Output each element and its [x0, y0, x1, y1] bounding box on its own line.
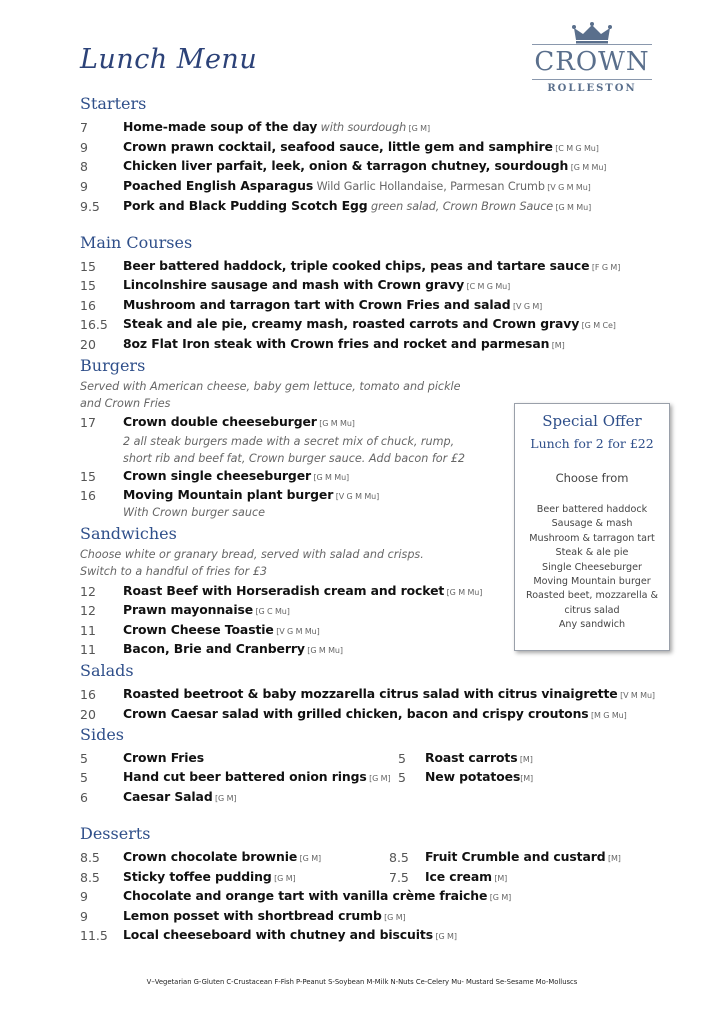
item-allergens: [G M] — [487, 893, 512, 902]
item-price: 11.5 — [80, 928, 108, 943]
offer-choose: Choose from — [555, 471, 629, 485]
sandwiches-intro-line: Switch to a handful of fries for £3 — [80, 565, 268, 578]
item-note: with sourdough — [317, 121, 407, 134]
item-name: Ice cream — [425, 869, 492, 884]
item-price: 20 — [80, 707, 96, 722]
item-name: Home-made soup of the day — [123, 119, 318, 134]
sandwiches-intro — [80, 546, 424, 580]
item-name: Beer battered haddock, triple cooked chips, peas and tartare sauce — [123, 258, 590, 273]
item-allergens: [F G M] — [589, 263, 621, 272]
item-name: Pork and Black Pudding Scotch Egg — [123, 198, 368, 213]
item-name: Hand cut beer battered onion rings — [123, 769, 367, 784]
item-price: 7.5 — [389, 870, 409, 885]
item-allergens: [M] — [491, 874, 508, 883]
item-price: 8.5 — [80, 850, 100, 865]
crown-logo — [532, 22, 652, 94]
logo-name: CROWN — [532, 44, 652, 80]
item-allergens: [M] — [520, 774, 534, 783]
item-allergens: [G M Mu] — [316, 419, 355, 428]
special-offer-box — [514, 403, 670, 651]
item-allergens: [G M] — [271, 874, 296, 883]
item-name: Sticky toffee pudding — [123, 869, 272, 884]
burger-description-line: 2 all steak burgers made with a secret mix of chuck, rump, — [123, 435, 455, 448]
item-price: 9 — [80, 909, 88, 924]
item-name: 8oz Flat Iron steak with Crown fries and rocket and parmesan — [123, 336, 550, 351]
item-allergens: [G M Ce] — [579, 321, 616, 330]
item-allergens: [G M Mu] — [444, 588, 483, 597]
salads-heading: Salads — [80, 661, 134, 680]
item-price: 16 — [80, 687, 96, 702]
burger-description-line: short rib and beef fat, Crown burger sauce. Add bacon for £2 — [123, 452, 466, 465]
item-allergens: [C M G Mu] — [552, 144, 599, 153]
item-allergens: [G M Mu] — [311, 473, 350, 482]
item-name: New potatoes — [425, 769, 521, 784]
item-name: Crown Cheese Toastie — [123, 622, 274, 637]
item-allergens: [M G Mu] — [588, 711, 627, 720]
item-price: 7 — [80, 120, 88, 135]
item-name: Poached English Asparagus — [123, 178, 314, 193]
item-price: 16 — [80, 298, 96, 313]
logo-sub: ROLLESTON — [547, 83, 637, 94]
item-name: Bacon, Brie and Cranberry — [123, 641, 305, 656]
burgers-intro — [80, 378, 461, 412]
item-price: 12 — [80, 584, 96, 599]
item-note: green salad, Crown Brown Sauce — [367, 200, 554, 213]
offer-item: Mushroom & tarragon tart — [529, 532, 655, 544]
item-allergens: [M] — [605, 854, 621, 863]
item-allergens: [C M G Mu] — [464, 282, 511, 291]
item-price: 5 — [398, 751, 406, 766]
item-allergens: [V G M Mu] — [544, 183, 591, 192]
burgers-intro-line: and Crown Fries — [80, 397, 171, 410]
page-title: Lunch Menu — [80, 44, 258, 75]
item-name: Crown single cheeseburger — [123, 468, 312, 483]
item-name: Crown prawn cocktail, seafood sauce, little gem and samphire — [123, 139, 553, 154]
item-name: Roast Beef with Horseradish cream and rocket — [123, 583, 445, 598]
item-price: 11 — [80, 623, 96, 638]
offer-item: Any sandwich — [558, 619, 626, 631]
item-price: 12 — [80, 603, 96, 618]
offer-item: Single Cheeseburger — [542, 561, 642, 573]
item-name: Crown Fries — [123, 750, 205, 765]
item-allergens: [V G M] — [510, 302, 543, 311]
item-price: 8.5 — [80, 870, 100, 885]
item-allergens: [V M Mu] — [617, 691, 655, 700]
offer-item: Sausage & mash — [551, 518, 633, 530]
item-price: 17 — [80, 415, 96, 430]
item-price: 9 — [80, 140, 88, 155]
item-allergens: [V G M Mu] — [333, 492, 380, 501]
item-price: 16.5 — [80, 317, 108, 332]
item-allergens: [G M] — [406, 124, 430, 133]
item-price: 8.5 — [389, 850, 409, 865]
offer-list — [515, 503, 669, 633]
item-allergens: [M] — [549, 341, 565, 350]
plant-burger-note: With Crown burger sauce — [123, 506, 265, 519]
item-name: Lemon posset with shortbread crumb — [123, 908, 382, 923]
item-note: Wild Garlic Hollandaise, Parmesan Crumb — [313, 180, 545, 193]
burger-description — [123, 433, 465, 467]
item-name: Prawn mayonnaise — [123, 602, 254, 617]
item-price: 9 — [80, 889, 88, 904]
item-name: Steak and ale pie, creamy mash, roasted carrots and Crown gravy — [123, 316, 580, 331]
offer-title: Special Offer — [542, 412, 642, 430]
item-price: 16 — [80, 488, 96, 503]
item-name: Crown chocolate brownie — [123, 849, 298, 864]
item-name: Caesar Salad — [123, 789, 213, 804]
sides-heading: Sides — [80, 725, 124, 744]
mains-heading: Main Courses — [80, 233, 193, 252]
item-allergens: [G M Mu] — [553, 203, 592, 212]
item-name: Fruit Crumble and custard — [425, 849, 606, 864]
desserts-heading: Desserts — [80, 824, 151, 843]
item-allergens: [G M Mu] — [568, 163, 607, 172]
item-name: Lincolnshire sausage and mash with Crown gravy — [123, 277, 465, 292]
item-name: Chocolate and orange tart with vanilla crème fraiche — [123, 888, 488, 903]
item-allergens: [G M Mu] — [304, 646, 343, 655]
sandwiches-intro-line: Choose white or granary bread, served with salad and crisps. — [80, 548, 424, 561]
item-price: 9 — [80, 179, 88, 194]
item-price: 5 — [80, 770, 88, 785]
item-allergens: [G M] — [366, 774, 391, 783]
item-price: 20 — [80, 337, 96, 352]
burgers-heading: Burgers — [80, 356, 146, 375]
offer-item: Roasted beet, mozzarella & — [525, 590, 659, 602]
item-price: 5 — [80, 751, 88, 766]
offer-item: Moving Mountain burger — [533, 576, 651, 588]
item-price: 15 — [80, 469, 96, 484]
offer-item: Beer battered haddock — [536, 504, 648, 515]
item-price: 8 — [80, 159, 88, 174]
item-name: Chicken liver parfait, leek, onion & tarragon chutney, sourdough — [123, 158, 569, 173]
crown-icon — [572, 22, 612, 44]
item-name: Local cheeseboard with chutney and biscuits — [123, 927, 434, 942]
offer-item: citrus salad — [564, 604, 620, 616]
starters-heading: Starters — [80, 94, 147, 113]
item-price: 9.5 — [80, 199, 100, 214]
item-allergens: [G M] — [433, 932, 457, 941]
item-price: 15 — [80, 278, 96, 293]
offer-subtitle: Lunch for 2 for £22 — [530, 436, 654, 451]
item-price: 11 — [80, 642, 96, 657]
item-name: Crown Caesar salad with grilled chicken, bacon and crispy croutons — [123, 706, 589, 721]
item-name: Roasted beetroot & baby mozzarella citrus salad with citrus vinaigrette — [123, 686, 618, 701]
item-price: 6 — [80, 790, 88, 805]
item-allergens: [G M] — [212, 794, 237, 803]
item-name: Roast carrots — [425, 750, 518, 765]
item-allergens: [G M] — [381, 913, 406, 922]
item-price: 5 — [398, 770, 406, 785]
item-name: Moving Mountain plant burger — [123, 487, 334, 502]
item-name: Mushroom and tarragon tart with Crown Fries and salad — [123, 297, 511, 312]
burgers-intro-line: Served with American cheese, baby gem lettuce, tomato and pickle — [80, 380, 461, 393]
offer-item: Steak & ale pie — [555, 547, 629, 559]
item-name: Crown double cheeseburger — [123, 414, 317, 429]
allergen-legend: V–Vegetarian G-Gluten C-Crustacean F-Fish P-Peanut S-Soybean M-Milk N-Nuts Ce-Celery Mu- Mustard Se-Sesame Mo-Molluscs — [146, 978, 578, 986]
item-allergens: [M] — [517, 755, 533, 764]
item-allergens: [G C Mu] — [253, 607, 290, 616]
item-allergens: [V G M Mu] — [273, 627, 320, 636]
sandwiches-heading: Sandwiches — [80, 524, 177, 543]
item-price: 15 — [80, 259, 96, 274]
item-allergens: [G M] — [297, 854, 322, 863]
